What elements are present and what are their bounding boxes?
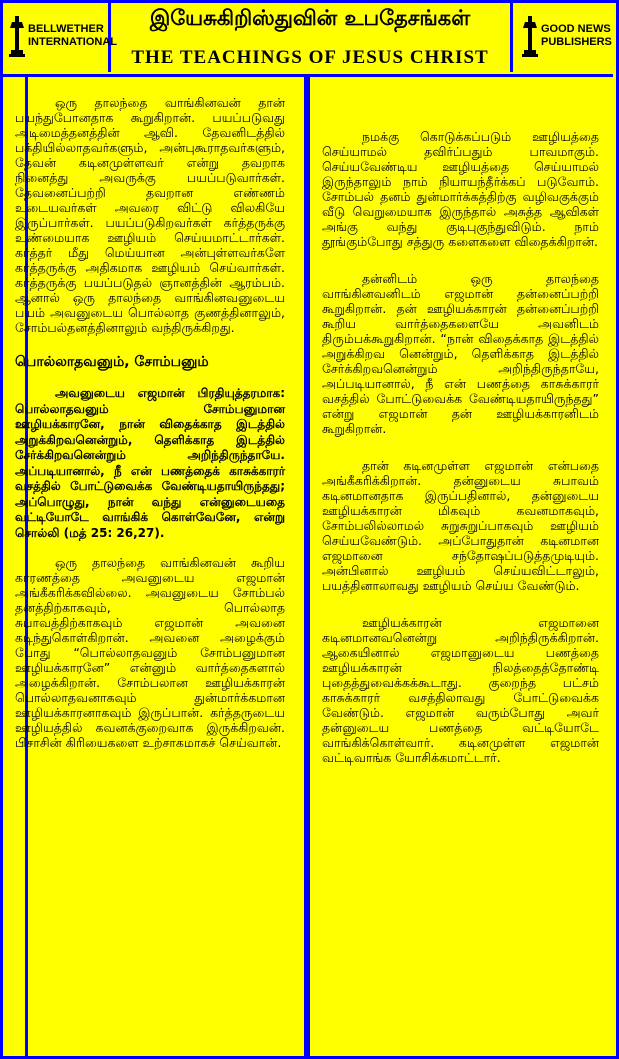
left-paragraph-2: ஒரு தாலந்தை வாங்கினவன் கூறிய காரணத்தை அவனுடைய எஜமான் அங்கீகரிக்கவில்லை. அவனுடைய சோம்பல் தனத்திற்காகவும், பொல்லாத சுபாவத்திற்காகவும் எஜமான் அவனை கடிந்துகொள்கிறான். அவனை அழைக்கும் போது “பொல்லாதவனும் சோம்பனுமான ஊழியக்காரனே” என்னும் வார்த்தைகளால் அழைக்கிறான். சோம்பலான ஊழியக்காரன் பொல்லாதவனாகவும் துன்மார்க்கமான ஊழியக்காரனாகவும் இருப்பான். கர்த்தருடைய ஊழியத்தில் கவனக்குறைவாக இருக்கிறவன். பிசாசின் கிரியைகளை உற்சாகமாகச் செய்வான். (15, 555, 285, 750)
left-paragraph-1: ஒரு தாலந்தை வாங்கினவன் தான் பயந்துபோனதாக கூறுகிறான். பயப்படுவது அடிமைத்தனத்தின் ஆவி. தேவனிடத்தில் பக்தியில்லாதவர்களும், அன்புகூராதவர்களும், தேவன் கடினமுள்ளவர் என்று தவறாக நினைத்து அவருக்கு பயப்படுவார்கள். தேவனைப்பற்றி தவறான எண்ணம் உடையவர்கள் அவரை விட்டு விலகியே இருப்பார்கள். பயப்படுகிறவர்கள் கர்த்தருக்கு உண்மையாக ஊழியம் செய்யமாட்டார்கள். கர்த்தர் மீது மெய்யான அன்புள்ளவர்களே கர்த்தருக்கு அதிகமாக ஊழியம் செய்வார்கள். கர்த்தருக்கு பயப்படுதல் ஞானத்தின் ஆரம்பம். ஆனால் ஒரு தாலந்தை வாங்கினவனுடைய பயம் அவனுடைய பொல்லாத குணத்தினாலும், சோம்பல்தனத்தினாலும் வந்திருக்கிறது. (15, 95, 285, 335)
right-logo-line1: GOOD NEWS (541, 23, 611, 35)
good-news-logo (522, 14, 612, 58)
title-tamil: இயேசுகிறிஸ்துவின் உபதேசங்கள் (149, 6, 471, 30)
section-heading: பொல்லாதவனும், சோம்பனும் (15, 354, 209, 370)
right-paragraph-4: ஊழியக்காரன் எஜமானை கடினமானவனென்று அறிந்திருக்கிறான். ஆகையினால் எஜமானுடைய பணத்தை ஊழியக்காரன் நிலத்தைத்தோண்டி புதைத்துவைக்கக்கூடாது. குறைந்த பட்சம் காசுக்காரர் வசத்திலாவது போட்டுவைக்க வேண்டும். எஜமான் வரும்போது அவர் தன்னுடைய பணத்தை வட்டியோடே வாங்கிக்கொள்வார். கடினமுள்ள எஜமான் வட்டிவாங்க யோசிக்கமாட்டார். (322, 615, 599, 765)
left-logo-line1: BELLWETHER (28, 23, 104, 35)
lamp-icon (522, 14, 538, 58)
right-column (310, 77, 613, 1056)
lamp-icon (9, 14, 25, 58)
right-paragraph-3: தான் கடினமுள்ள எஜமான் என்பதை அங்கீகரிக்கிறான். தன்னுடைய சுபாவம் கடினமானதாக இருப்பதினால், தன்னுடைய ஊழியக்காரன் மிகவும் கவனமாகவும், சோம்பலில்லாமல் சுறுசுறுப்பாகவும் ஊழியம் செய்யவேண்டும். அப்போதுதான் கடினமான எஜமானை சந்தோஷப்படுத்தமுடியும். அன்பினால் ஊழியம் செய்யவிட்டாலும், பயத்தினாலாவது ஊழியம் செய்ய வேண்டும். (322, 458, 599, 593)
right-logo-line2: PUBLISHERS (541, 36, 612, 48)
left-logo-line2: INTERNATIONAL (28, 36, 118, 48)
title-english: THE TEACHINGS OF JESUS CHRIST (131, 47, 489, 68)
left-logo-cell (3, 0, 118, 72)
right-paragraph-2: தன்னிடம் ஒரு தாலந்தை வாங்கினவனிடம் எஜமான் தன்னைப்பற்றி கூறுகிறான். தன் ஊழியக்காரன் தன்னைப்பற்றி கூறிய வார்த்தைகளையே அவனிடம் திரும்பக்கூறுகிறான். “நான் விதைக்காத இடத்தில் அறுக்கிறவ னென்றும், தெளிக்காத இடத்தில் சேர்க்கிறவனென்றும் அறிந்திருந்தாயே, அப்படியானால், நீ என் பணத்தை காசுக்காரர் வசத்தில் போட்டுவைக்க வேண்டியதாயிருந்தது” என்று எஜமான் தன் ஊழியக்காரனிடம் கூறுகிறான். (322, 271, 599, 436)
right-paragraph-1: நமக்கு கொடுக்கப்படும் ஊழியத்தை செய்யாமல் தவிர்ப்பதும் பாவமாகும். செய்யவேண்டிய ஊழியத்தை செய்யாமல் இருந்தாலும் நாம் நியாயந்தீர்க்கப் படுவோம். சோம்பல் தனம் துன்மார்க்கத்திற்கு வழிவகுக்கும் வீடு வெறுமையாக இருந்தால் அசுத்த ஆவிகள் அங்கு வந்து குடிபுகுந்துவிடும். நாம் தூங்கும்போது சத்துரு களைகளை விதைக்கிறான். (322, 129, 599, 249)
left-column (3, 77, 307, 1056)
scripture-quote: அவனுடைய எஜமான் பிரதியுத்தரமாக: பொல்லாதவனும் சோம்பனுமான ஊழியக்காரனே, நான் விதைக்காத இடத்தில் அறுக்கிறவனென்றும், தெளிக்காத இடத்தில் சேர்க்கிறவனென்றும் அறிந்திருந்தாயே. அப்படியானால், நீ என் பணத்தைக் காசுக்காரர் வசத்தில் போட்டுவைக்க வேண்டியதாயிருந்தது; அப்பொழுது, நான் வந்து என்னுடையதை வட்டியோடே வாங்கிக் கொள்வேனே, என்று சொல்லி (மத் 25: 26,27). (15, 386, 285, 540)
bellwether-logo (9, 14, 117, 58)
